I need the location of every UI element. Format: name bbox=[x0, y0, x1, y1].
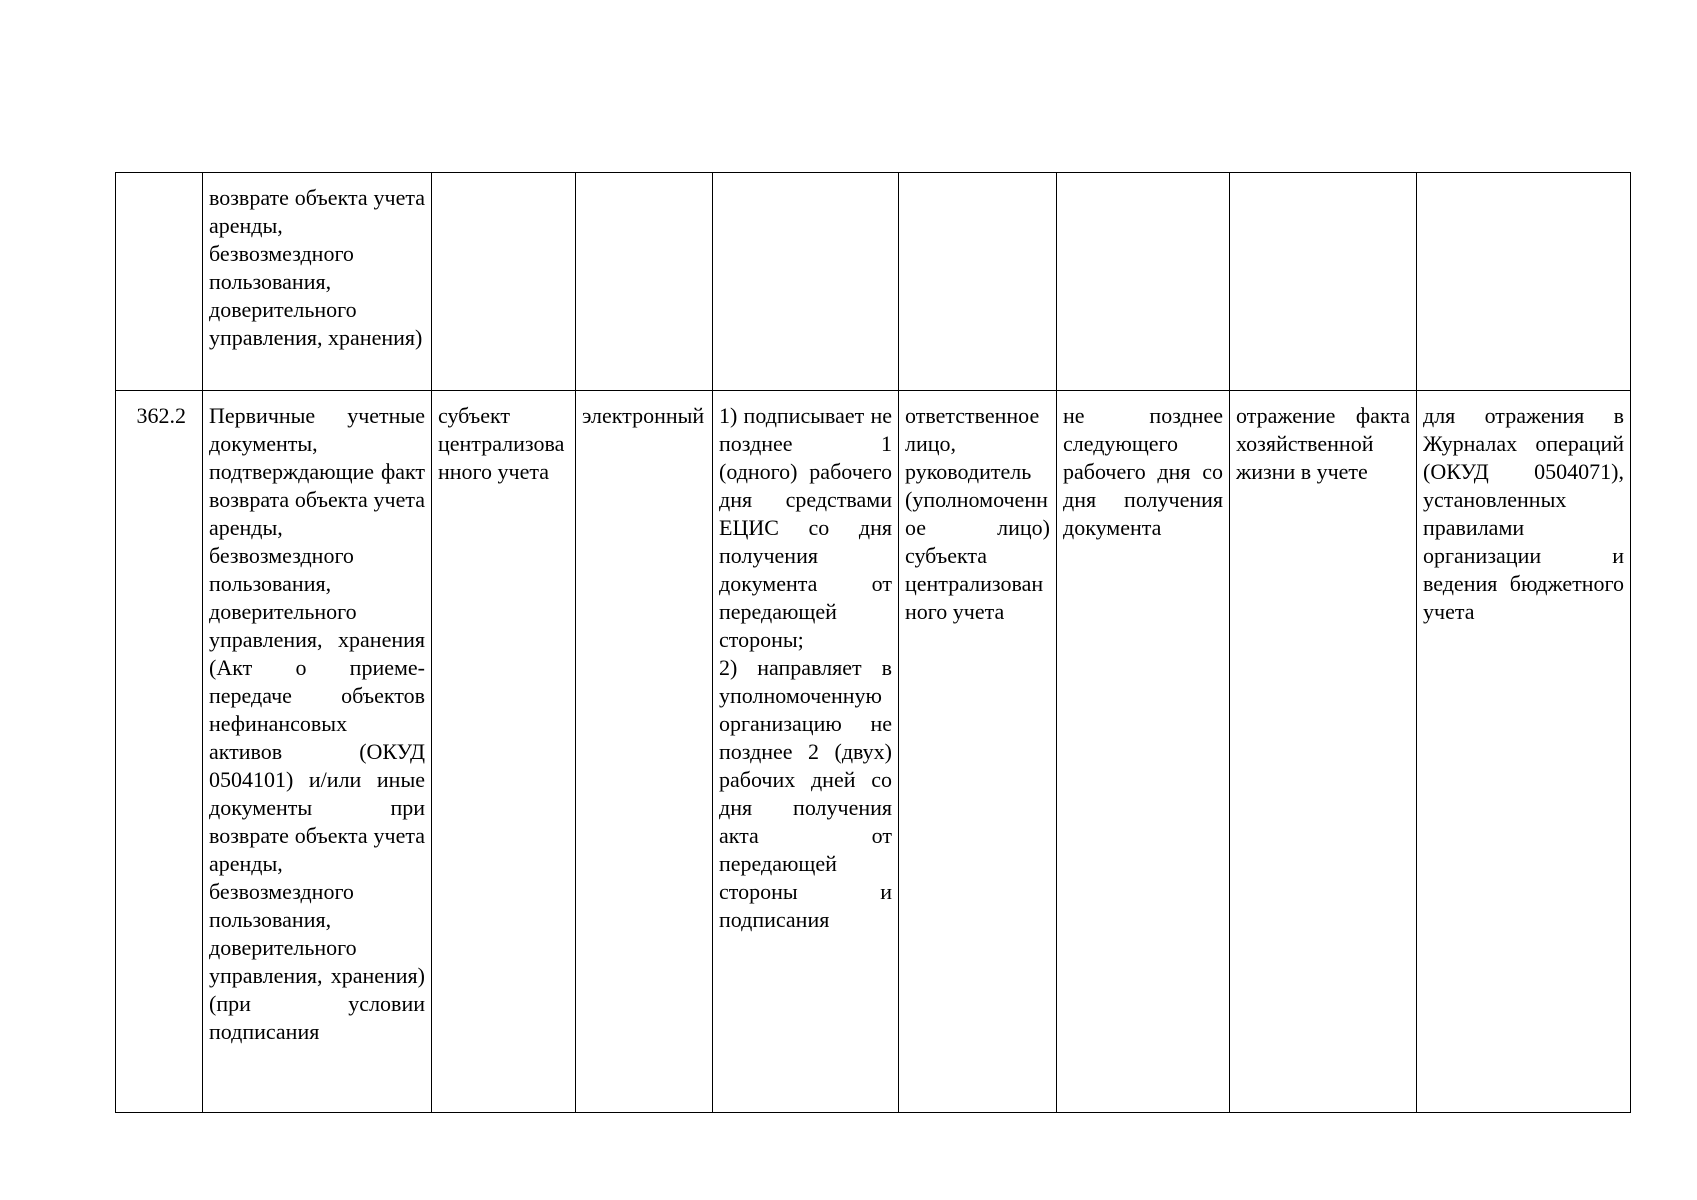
purpose-cell: отражение факта хозяйственной жизни в учете bbox=[1230, 391, 1417, 1113]
creator-cell: субъект централизованного учета bbox=[432, 391, 576, 1113]
actions-cell bbox=[713, 391, 899, 1113]
actions-cell bbox=[713, 173, 899, 391]
purpose-cell bbox=[1230, 173, 1417, 391]
deadline-cell bbox=[1057, 173, 1230, 391]
table-row bbox=[116, 173, 1631, 391]
action-step-2: 2) направляет в уполномоченную организацию не позднее 2 (двух) рабочих дней со дня получения акта от передающей стороны и подписания bbox=[719, 655, 892, 932]
document-cell: возврате объекта учета аренды, безвозмездного пользования, доверительного управления, хранения) bbox=[203, 173, 432, 391]
creator-cell bbox=[432, 173, 576, 391]
document-cell: Первичные учетные документы, подтверждающие факт возврата объекта учета аренды, безвозмездного пользования, доверительного управления, хранения (Акт о приеме-передаче объектов нефинансовых активов (ОКУД 0504101) и/или иные документы при возврате объекта учета аренды, безвозмездного пользования, доверительного управления, хранения) (при условии подписания bbox=[203, 391, 432, 1113]
table-row bbox=[116, 391, 1631, 1113]
form-cell bbox=[576, 173, 713, 391]
deadline-cell: не позднее следующего рабочего дня со дня получения документа bbox=[1057, 391, 1230, 1113]
action-step-1: 1) подписывает не позднее 1 (одного) рабочего дня средствами ЕЦИС со дня получения документа от передающей стороны; bbox=[719, 403, 892, 652]
responsible-cell bbox=[899, 173, 1057, 391]
responsible-cell: ответственное лицо, руководитель (уполномоченное лицо) субъекта централизованного учета bbox=[899, 391, 1057, 1113]
usage-cell bbox=[1417, 173, 1631, 391]
usage-cell: для отражения в Журналах операций (ОКУД 0504071), установленных правилами организации и ведения бюджетного учета bbox=[1417, 391, 1631, 1113]
accounting-documents-table bbox=[115, 172, 1631, 1113]
row-number-cell: 362.2 bbox=[116, 391, 203, 1113]
form-cell: электронный bbox=[576, 391, 713, 1113]
row-number-cell bbox=[116, 173, 203, 391]
